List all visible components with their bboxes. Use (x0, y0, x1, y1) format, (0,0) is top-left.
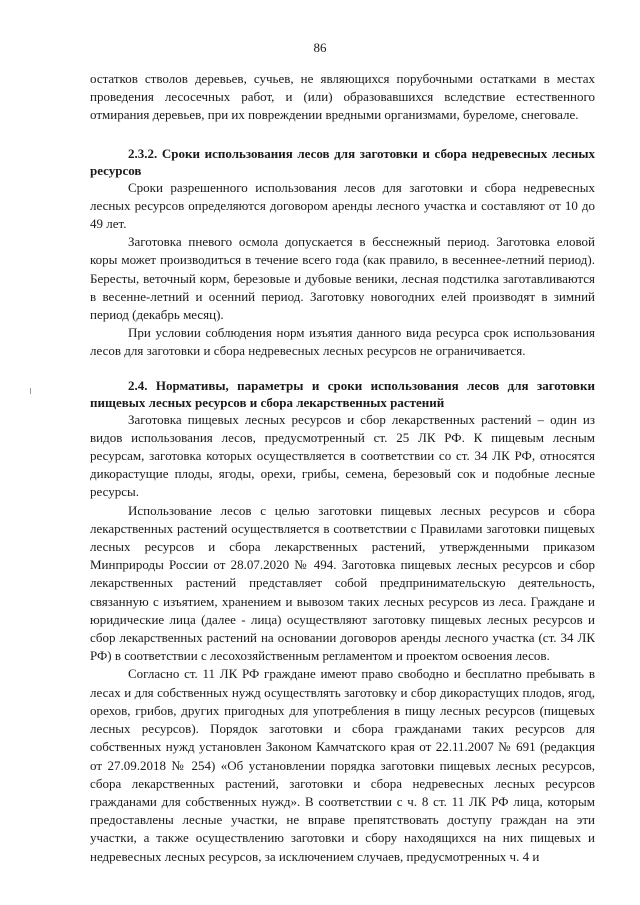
intro-paragraph: остатков стволов деревьев, сучьев, не являющихся порубочными остатками в местах проведения лесосечных работ, и (или) образовавшихся вследствие естественного отмирания деревьев, при их повреждении вредными организмами, буреломе, снеговале. (90, 71, 595, 123)
section-heading-2-4: 2.4. Нормативы, параметры и сроки использования лесов для заготовки пищевых лесных ресурсов и сбора лекарственных растений (90, 377, 595, 410)
paragraph: Заготовка пневого осмола допускается в бесснежный период. Заготовка еловой коры может производиться в течение всего года (как правило, в весеннее-летний период). Бересты, веточный корм, березовые и дубовые веники, лесная подстилка заготавливаются в весенне-летний и осенний период. Заготовку новогодних елей производят в зимний период (декабрь месяц). (90, 234, 595, 323)
paragraph: Заготовка пищевых лесных ресурсов и сбор лекарственных растений – один из видов использования лесов, предусмотренный ст. 25 ЛК РФ. К пищевым лесным ресурсам, заготовка которых осуществляется в соответствии со ст. 34 ЛК РФ, относятся дикорастущие плоды, ягоды, орехи, грибы, семена, березовый сок и подобные лесные ресурсы. (90, 411, 595, 500)
scan-artifact-mark (30, 388, 31, 394)
paragraph: При условии соблюдения норм изъятия данного вида ресурса срок использования лесов для заготовки и сбора недревесных лесных ресурсов не ограничивается. (90, 325, 595, 359)
paragraph: Согласно ст. 11 ЛК РФ граждане имеют право свободно и бесплатно пребывать в лесах и для собственных нужд осуществлять заготовку и сбор дикорастущих плодов, ягод, орехов, грибов, других пригодных для употребления в пищу лесных ресурсов (пищевых лесных ресурсов). Порядок заготовки и сбора гражданами таких ресурсов для собственных нужд установлен Законом Камчатского края от 22.11.2007 № 691 (редакция от 27.09.2018 № 254) «Об установлении порядка заготовки пищевых лесных ресурсов, сбора лекарственных растений, заготовки и сбора недревесных лесных ресурсов гражданами для собственных нужд». В соответствии с ч. 8 ст. 11 ЛК РФ лица, которым предоставлены лесные участки, не вправе препятствовать доступу граждан на эти участки, а также осуществлению заготовки и сбору находящихся на них пищевых и недревесных лесных ресурсов, за исключением случаев, предусмотренных ч. 4 и (90, 666, 595, 864)
spacer (90, 125, 595, 145)
spacer (90, 361, 595, 377)
page-number: 86 (313, 40, 327, 55)
section-heading-2-3-2: 2.3.2. Сроки использования лесов для заготовки и сбора недревесных лесных ресурсов (90, 145, 595, 178)
paragraph: Сроки разрешенного использования лесов для заготовки и сбора недревесных лесных ресурсов определяются договором аренды лесного участка и составляют от 10 до 49 лет. (90, 179, 595, 232)
page-content (90, 70, 595, 866)
paragraph: Использование лесов с целью заготовки пищевых лесных ресурсов и сбора лекарственных растений осуществляется в соответствии с Правилами заготовки пищевых лесных ресурсов и сбора лекарственных растений, утвержденными приказом Минприроды России от 28.07.2020 № 494. Заготовка пищевых лесных ресурсов и сбор лекарственных растений представляет собой предпринимательскую деятельность, связанную с изъятием, хранением и вывозом таких лесных ресурсов из леса. Граждане и юридические лица (далее - лица) осуществляют заготовку пищевых лесных ресурсов и сбор лекарственных растений на основании договоров аренды лесного участка (ст. 34 ЛК РФ) в соответствии с лесохозяйственным регламентом и проектом освоения лесов. (90, 502, 595, 664)
